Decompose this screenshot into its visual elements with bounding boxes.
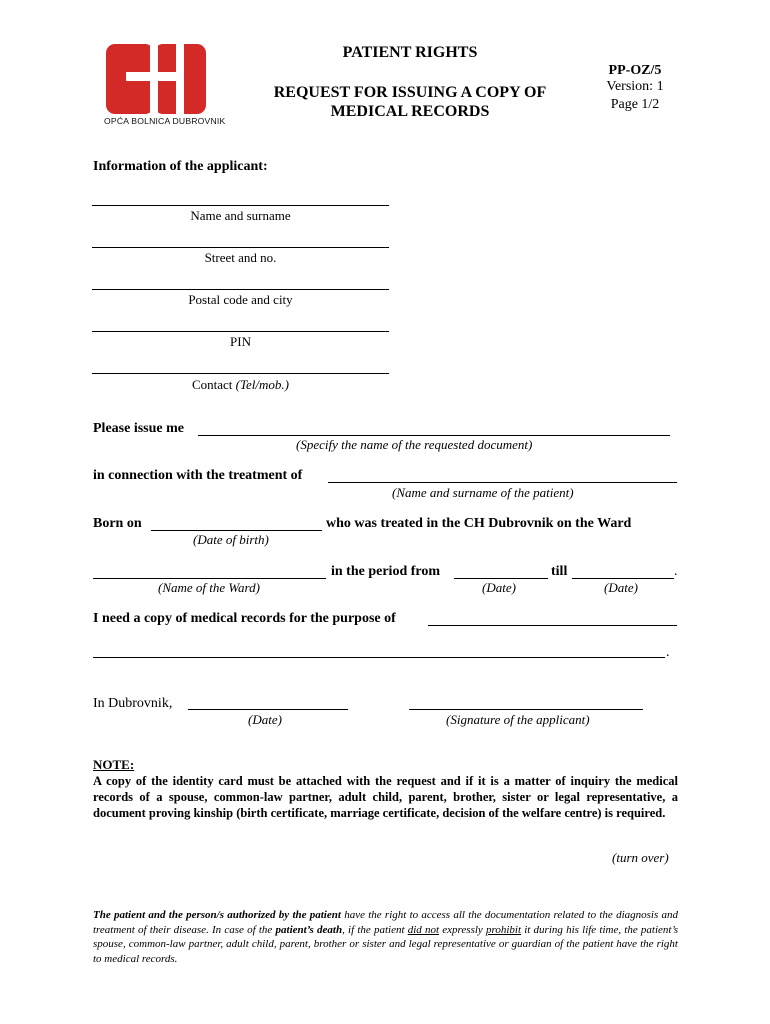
signature-line[interactable]	[409, 709, 643, 710]
page-title: PATIENT RIGHTS	[342, 44, 478, 61]
footer-part8: it during his life time, the patient’s spouse, common-law partner, adult child, parent, brother or sister and legal representative or guardian of the patient have the right to medical records.	[93, 923, 678, 965]
name-label: Name and surname	[190, 208, 291, 223]
footer-part6: expressly	[439, 923, 486, 936]
date-from-line[interactable]	[454, 578, 548, 579]
footer-part7: prohibit	[486, 923, 522, 936]
footer-part5: did not	[407, 923, 440, 936]
doc-page: Page 1/2	[610, 97, 660, 112]
pin-label: PIN	[230, 334, 251, 349]
in-connection-label: in connection with the treatment of	[93, 468, 303, 483]
please-issue-label: Please issue me	[93, 421, 184, 436]
note-text: A copy of the identity card must be attached with the request and if it is a matter of inquiry the medical records of a spouse, common-law partner, adult child, parent, brother, sister or legal representative, a document proving kinship (birth certificate, marriage certificate, decision of the welfare centre) is required.	[93, 774, 678, 820]
footer-part4: , if the patient	[342, 923, 408, 936]
born-on-label: Born on	[93, 516, 142, 531]
purpose-end: .	[666, 645, 670, 660]
pin-line[interactable]	[92, 331, 389, 332]
period-from-label: in the period from	[331, 564, 441, 579]
treated-label: who was treated in the CH Dubrovnik on the Ward	[326, 516, 632, 531]
contact-label	[92, 377, 389, 393]
footer-part1: The patient and the person/s authorized by the patient	[93, 909, 341, 921]
dob-line[interactable]	[151, 530, 322, 531]
contact-line[interactable]	[92, 373, 389, 374]
name-line[interactable]	[92, 205, 389, 206]
doc-code: PP-OZ/5	[608, 63, 662, 78]
ward-line[interactable]	[93, 578, 326, 579]
contact-hint: (Tel/mob.)	[235, 377, 289, 392]
note-heading: NOTE:	[93, 757, 135, 772]
footer-part2: have the right to access all the documentation related to the diagnosis and treatment of their disease. In case of the	[93, 909, 679, 936]
patient-hint: (Name and surname of the patient)	[392, 485, 574, 500]
street-line[interactable]	[92, 247, 389, 248]
postal-label: Postal code and city	[188, 292, 293, 307]
form-title-line2: MEDICAL RECORDS	[330, 103, 490, 120]
purpose-line-1[interactable]	[428, 625, 677, 626]
footer-text	[93, 908, 678, 966]
purpose-line-2[interactable]	[93, 657, 665, 658]
street-label: Street and no.	[204, 250, 277, 265]
footer-part3: patient’s death	[275, 923, 343, 936]
document-line[interactable]	[198, 435, 670, 436]
place-label: In Dubrovnik,	[93, 696, 173, 711]
period-end: .	[674, 564, 678, 579]
postal-line[interactable]	[92, 289, 389, 290]
date-till-line[interactable]	[572, 578, 674, 579]
date-from-hint: (Date)	[482, 580, 516, 595]
logo-text: OPĆA BOLNICA DUBROVNIK	[104, 116, 226, 126]
sign-date-line[interactable]	[188, 709, 348, 710]
form-title-line1: REQUEST FOR ISSUING A COPY OF	[273, 84, 547, 101]
turn-over: (turn over)	[612, 850, 669, 865]
date-till-hint: (Date)	[604, 580, 638, 595]
ward-hint: (Name of the Ward)	[158, 580, 260, 595]
applicant-heading: Information of the applicant:	[93, 159, 268, 174]
dob-hint: (Date of birth)	[193, 532, 269, 547]
document-hint: (Specify the name of the requested document)	[296, 437, 533, 452]
contact-label-text: Contact	[191, 377, 236, 392]
till-label: till	[551, 564, 568, 579]
sign-date-hint: (Date)	[248, 712, 282, 727]
doc-version: Version: 1	[606, 79, 664, 94]
patient-line[interactable]	[328, 482, 677, 483]
signature-hint: (Signature of the applicant)	[446, 712, 590, 727]
purpose-label: I need a copy of medical records for the purpose of	[93, 611, 396, 626]
